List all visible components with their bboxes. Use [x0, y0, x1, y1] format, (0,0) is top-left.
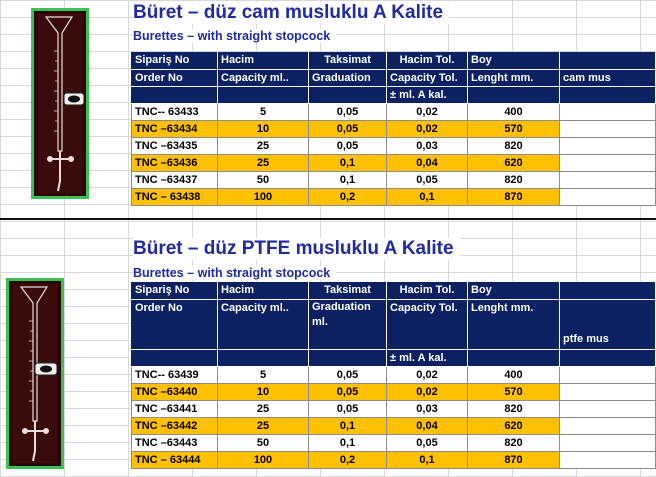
header-cell: Boy [468, 282, 560, 299]
header-cell: Hacim Tol. [387, 282, 468, 299]
section1-subtitle: Burettes – with straight stopcock [133, 29, 336, 43]
header-cell: Lenght mm. [468, 69, 560, 86]
table-row [132, 383, 656, 400]
capacity-cell: 10 [218, 120, 309, 137]
section1-header-row-1 [132, 52, 656, 69]
empty-cell [560, 383, 656, 400]
tolerance-cell: 0,02 [387, 103, 468, 120]
empty-cell [560, 154, 656, 171]
capacity-cell: 5 [218, 366, 309, 383]
graduation-cell: 0,2 [309, 188, 387, 205]
order-cell: TNC-- 63439 [132, 366, 218, 383]
section2-title: Büret – düz PTFE musluklu A Kalite [133, 238, 460, 260]
header-cell [468, 86, 560, 103]
table-row [132, 103, 656, 120]
tolerance-cell: 0,05 [387, 171, 468, 188]
length-cell: 820 [468, 171, 560, 188]
empty-cell [560, 434, 656, 451]
table-row [132, 366, 656, 383]
empty-cell [560, 103, 656, 120]
burette-photo-icon [6, 278, 64, 469]
header-cell: ptfe mus [560, 299, 656, 349]
header-cell [218, 86, 309, 103]
header-cell: Capacity ml.. [218, 69, 309, 86]
header-cell: cam mus [560, 69, 656, 86]
section2-subtitle: Burettes – with straight stopcock [133, 266, 336, 280]
table-row [132, 171, 656, 188]
length-cell: 820 [468, 434, 560, 451]
graduation-cell: 0,05 [309, 400, 387, 417]
header-cell: Hacim [218, 282, 309, 299]
length-cell: 570 [468, 120, 560, 137]
capacity-cell: 100 [218, 188, 309, 205]
graduation-cell: 0,1 [309, 154, 387, 171]
tolerance-cell: 0,03 [387, 400, 468, 417]
graduation-unit-label: ml. [312, 315, 328, 328]
burette-photo-icon [31, 8, 89, 199]
length-cell: 400 [468, 103, 560, 120]
graduation-cell: 0,1 [309, 417, 387, 434]
graduation-label: Graduation [312, 300, 371, 313]
empty-cell [560, 137, 656, 154]
tolerance-cell: 0,02 [387, 120, 468, 137]
header-cell: Capacity Tol. [387, 299, 468, 349]
header-cell [309, 86, 387, 103]
header-cell: Order No [132, 69, 218, 86]
section1-header-row-3 [132, 86, 656, 103]
header-cell: Taksimat [309, 52, 387, 69]
header-cell [560, 282, 656, 299]
capacity-cell: 10 [218, 383, 309, 400]
order-cell: TNC – 63438 [132, 188, 218, 205]
length-cell: 620 [468, 154, 560, 171]
graduation-cell: 0,1 [309, 434, 387, 451]
order-cell: TNC – 63444 [132, 451, 218, 468]
order-cell: TNC –63442 [132, 417, 218, 434]
empty-cell [560, 417, 656, 434]
graduation-cell: 0,05 [309, 366, 387, 383]
table-row [132, 400, 656, 417]
empty-cell [560, 366, 656, 383]
header-cell [560, 349, 656, 366]
table-row [132, 434, 656, 451]
length-cell: 820 [468, 137, 560, 154]
header-cell: Graduation [309, 69, 387, 86]
header-cell: ± ml. A kal. [387, 349, 468, 366]
tolerance-cell: 0,1 [387, 451, 468, 468]
header-cell: ± ml. A kal. [387, 86, 468, 103]
order-cell: TNC –63436 [132, 154, 218, 171]
header-cell [218, 349, 309, 366]
graduation-cell: 0,05 [309, 383, 387, 400]
length-cell: 820 [468, 400, 560, 417]
section-divider [0, 218, 656, 220]
header-cell: Hacim [218, 52, 309, 69]
header-cell [132, 86, 218, 103]
section2-header-row-1 [132, 282, 656, 299]
order-cell: TNC –63443 [132, 434, 218, 451]
tolerance-cell: 0,03 [387, 137, 468, 154]
table-row [132, 417, 656, 434]
graduation-cell: 0,2 [309, 451, 387, 468]
graduation-cell: 0,05 [309, 103, 387, 120]
length-cell: 870 [468, 451, 560, 468]
section2-header-row-3 [132, 349, 656, 366]
header-cell: Order No [132, 299, 218, 349]
header-cell: Boy [468, 52, 560, 69]
order-cell: TNC –63440 [132, 383, 218, 400]
empty-cell [560, 171, 656, 188]
header-cell [560, 86, 656, 103]
graduation-cell: 0,05 [309, 120, 387, 137]
tolerance-cell: 0,04 [387, 154, 468, 171]
table-row [132, 188, 656, 205]
table-row [132, 120, 656, 137]
empty-cell [560, 120, 656, 137]
tolerance-cell: 0,05 [387, 434, 468, 451]
capacity-cell: 25 [218, 154, 309, 171]
length-cell: 620 [468, 417, 560, 434]
tolerance-cell: 0,02 [387, 383, 468, 400]
empty-cell [560, 400, 656, 417]
empty-cell [560, 188, 656, 205]
capacity-cell: 50 [218, 171, 309, 188]
header-cell: Hacim Tol. [387, 52, 468, 69]
header-cell [560, 52, 656, 69]
tolerance-cell: 0,1 [387, 188, 468, 205]
order-cell: TNC –63435 [132, 137, 218, 154]
capacity-cell: 100 [218, 451, 309, 468]
header-cell: Capacity Tol. [387, 69, 468, 86]
header-cell [132, 349, 218, 366]
length-cell: 570 [468, 383, 560, 400]
capacity-cell: 50 [218, 434, 309, 451]
section1-table [131, 52, 656, 206]
capacity-cell: 25 [218, 417, 309, 434]
order-cell: TNC –63437 [132, 171, 218, 188]
section1-header-row-2 [132, 69, 656, 86]
table-row [132, 451, 656, 468]
table-row [132, 137, 656, 154]
capacity-cell: 25 [218, 400, 309, 417]
tolerance-cell: 0,02 [387, 366, 468, 383]
order-cell: TNC –63441 [132, 400, 218, 417]
header-cell: Lenght mm. [468, 299, 560, 349]
header-cell: Capacity ml.. [218, 299, 309, 349]
empty-cell [560, 451, 656, 468]
length-cell: 870 [468, 188, 560, 205]
order-cell: TNC-- 63433 [132, 103, 218, 120]
tolerance-cell: 0,04 [387, 417, 468, 434]
order-cell: TNC –63434 [132, 120, 218, 137]
header-cell [309, 349, 387, 366]
section2-header-row-2 [132, 299, 656, 349]
section1-title: Büret – düz cam musluklu A Kalite [133, 2, 449, 24]
header-cell [309, 299, 387, 349]
header-cell: Sipariş No [132, 282, 218, 299]
header-cell: Taksimat [309, 282, 387, 299]
length-cell: 400 [468, 366, 560, 383]
graduation-cell: 0,05 [309, 137, 387, 154]
section2-table [131, 282, 656, 469]
table-row [132, 154, 656, 171]
capacity-cell: 5 [218, 103, 309, 120]
capacity-cell: 25 [218, 137, 309, 154]
header-cell: Sipariş No [132, 52, 218, 69]
graduation-cell: 0,1 [309, 171, 387, 188]
header-cell [468, 349, 560, 366]
